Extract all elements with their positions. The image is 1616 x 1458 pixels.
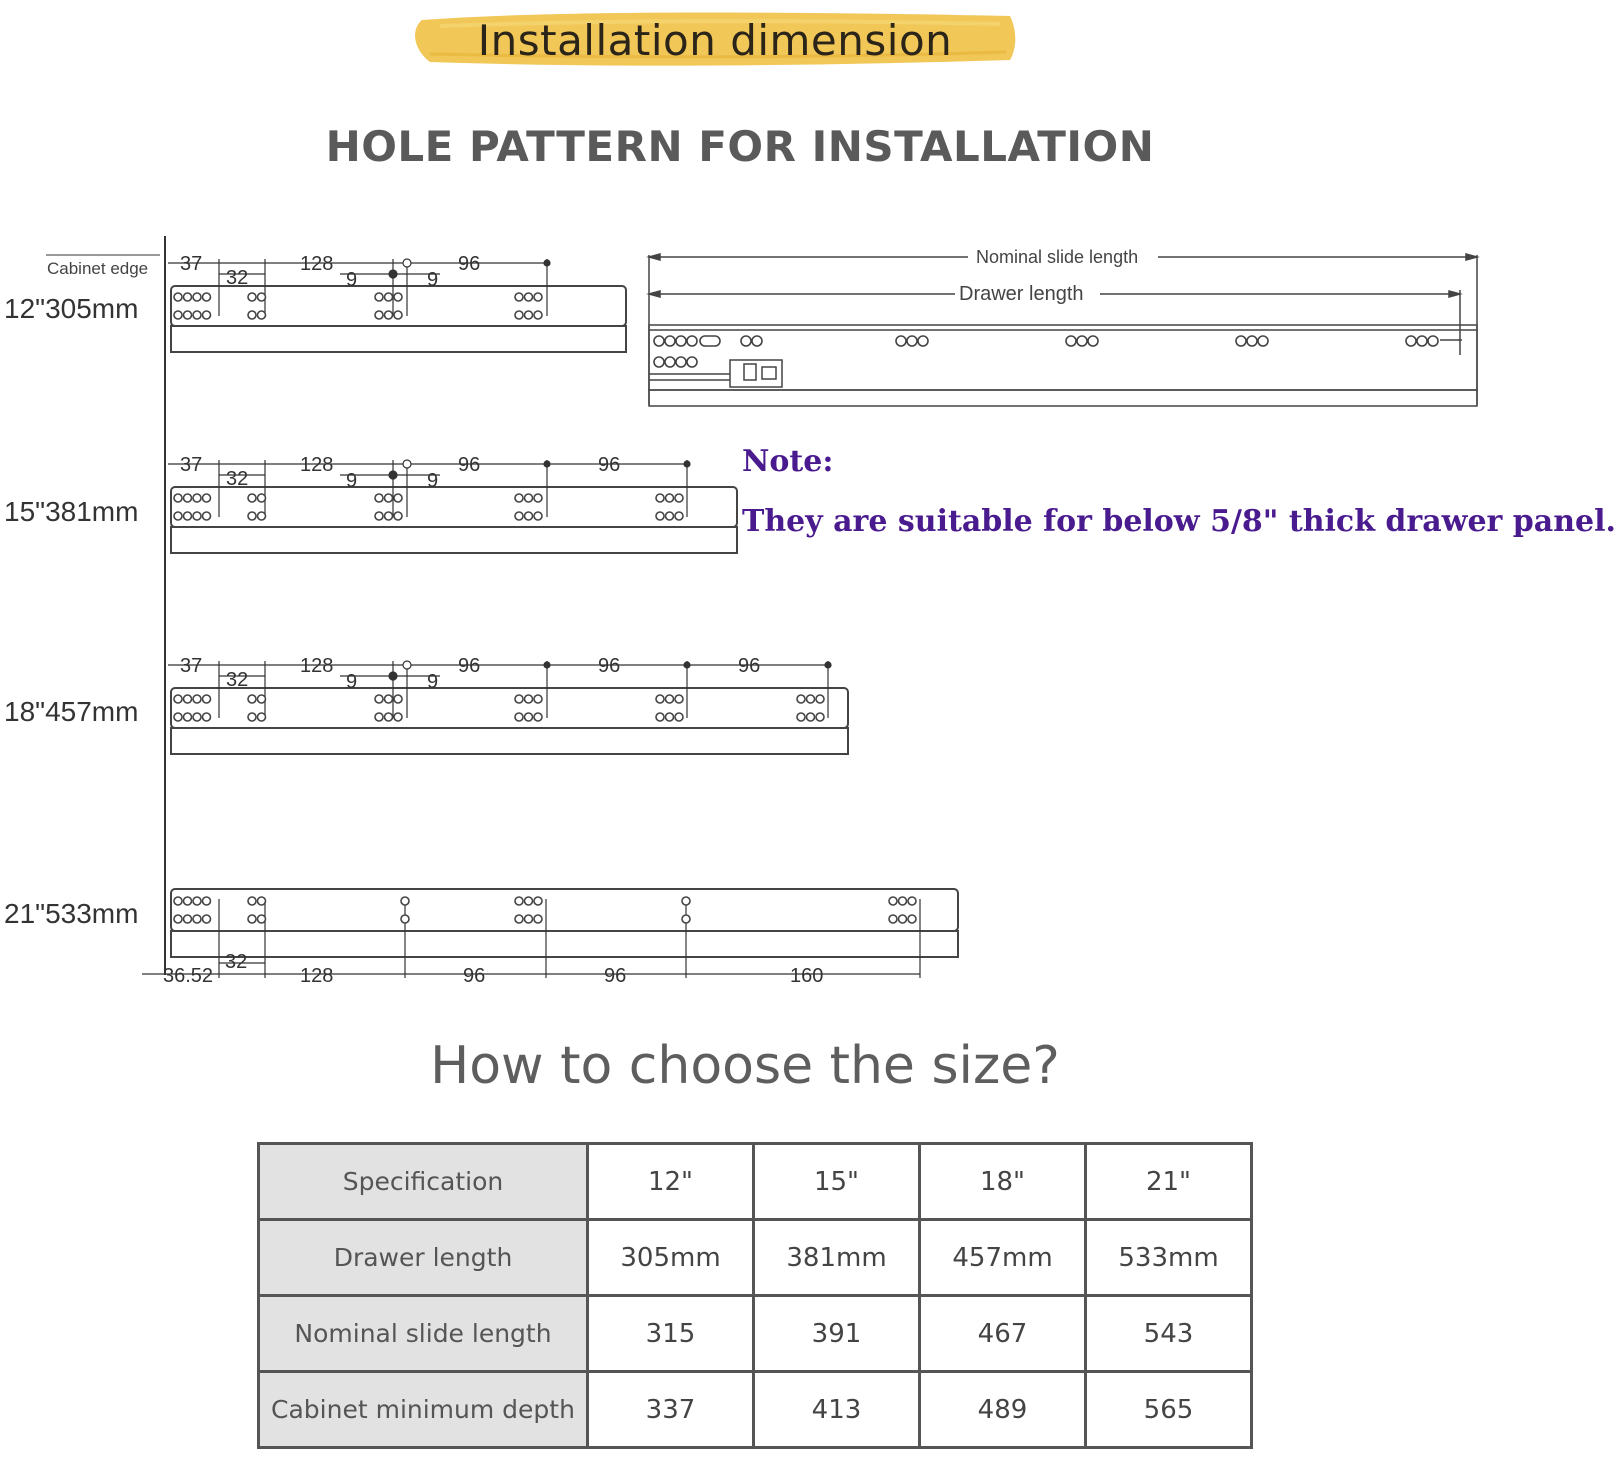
mount-hole <box>394 293 402 301</box>
table-cell: 18" <box>920 1144 1086 1220</box>
drawer-length-label: Drawer length <box>959 283 1084 305</box>
mount-hole <box>203 293 211 301</box>
dimension-dot <box>389 270 397 278</box>
dimension-label: 9 <box>346 671 358 693</box>
mount-hole <box>807 695 815 703</box>
mount-hole <box>666 494 674 502</box>
side-view-hole <box>896 336 906 346</box>
size-guide-title: How to choose the size? <box>430 1036 1060 1096</box>
mount-hole <box>184 915 192 923</box>
table-cell: 457mm <box>920 1220 1086 1296</box>
dimension-label: 128 <box>300 655 334 677</box>
mount-hole <box>534 311 542 319</box>
mount-hole <box>375 293 383 301</box>
mount-hole <box>193 695 201 703</box>
mount-hole <box>184 311 192 319</box>
cabinet-edge-label: Cabinet edge <box>47 259 149 278</box>
mount-hole <box>401 897 409 905</box>
side-view-hole <box>1247 336 1257 346</box>
mount-hole <box>816 713 824 721</box>
mount-hole <box>525 897 533 905</box>
mount-hole <box>385 695 393 703</box>
mount-hole <box>525 311 533 319</box>
mount-hole <box>203 512 211 520</box>
side-view-hole <box>676 336 686 346</box>
mount-hole <box>675 695 683 703</box>
dimension-dot <box>403 460 411 468</box>
table-cell: 543 <box>1086 1296 1252 1372</box>
slide-body <box>171 889 958 931</box>
side-view-hole <box>1406 336 1416 346</box>
mount-hole <box>908 897 916 905</box>
row-header: Specification <box>259 1144 588 1220</box>
mount-hole <box>899 897 907 905</box>
mount-hole <box>394 713 402 721</box>
dimension-label: 37 <box>180 655 203 677</box>
mount-hole <box>258 512 266 520</box>
table-cell: 391 <box>754 1296 920 1372</box>
dimension-label: 9 <box>427 671 439 693</box>
slide-body <box>171 487 737 527</box>
mount-hole <box>385 494 393 502</box>
table-cell: 21" <box>1086 1144 1252 1220</box>
mount-hole <box>258 915 266 923</box>
mount-hole <box>515 494 523 502</box>
mount-hole <box>193 494 201 502</box>
mount-hole <box>385 293 393 301</box>
mount-hole <box>193 915 201 923</box>
mount-hole <box>515 713 523 721</box>
mount-hole <box>248 915 256 923</box>
mount-hole <box>515 512 523 520</box>
side-view-hole <box>1258 336 1268 346</box>
dimension-label: 37 <box>180 253 203 275</box>
mount-hole <box>656 695 664 703</box>
nominal-slide-length-label: Nominal slide length <box>976 247 1139 267</box>
mount-hole <box>675 494 683 502</box>
mount-hole <box>203 897 211 905</box>
mount-hole <box>375 494 383 502</box>
mount-hole <box>656 713 664 721</box>
mount-hole <box>889 897 897 905</box>
side-view-hole <box>752 336 762 346</box>
dimension-label: 36.52 <box>163 965 214 987</box>
mount-hole <box>174 695 182 703</box>
mount-hole <box>174 915 182 923</box>
mount-hole <box>534 915 542 923</box>
size-table <box>257 1142 1253 1449</box>
table-cell: 337 <box>588 1372 754 1448</box>
mount-hole <box>203 494 211 502</box>
dimension-label: 96 <box>458 454 481 476</box>
mount-hole <box>515 915 523 923</box>
dimension-dot <box>825 662 831 668</box>
dimension-dot <box>684 662 690 668</box>
side-view-hole <box>1417 336 1427 346</box>
mount-hole <box>385 713 393 721</box>
dimension-label: 9 <box>427 269 439 291</box>
side-view-hole <box>1066 336 1076 346</box>
mount-hole <box>401 915 409 923</box>
mount-hole <box>889 915 897 923</box>
mount-hole <box>534 695 542 703</box>
mount-hole <box>666 695 674 703</box>
dimension-dot <box>544 260 550 266</box>
hole-pattern-diagram <box>0 220 1500 1010</box>
mount-hole <box>193 311 201 319</box>
side-view-hole <box>741 336 751 346</box>
mount-hole <box>525 713 533 721</box>
mount-hole <box>184 695 192 703</box>
dimension-label: 96 <box>738 655 761 677</box>
mount-hole <box>534 494 542 502</box>
slide-body <box>171 688 848 728</box>
mount-hole <box>394 512 402 520</box>
mount-hole <box>193 713 201 721</box>
mount-hole <box>184 494 192 502</box>
dimension-label: 32 <box>225 951 248 973</box>
dimension-label: 32 <box>226 468 249 490</box>
side-view-slot <box>700 336 720 346</box>
slide-body <box>171 286 626 326</box>
table-cell: 489 <box>920 1372 1086 1448</box>
dimension-dot <box>389 672 397 680</box>
mount-hole <box>248 311 256 319</box>
mount-hole <box>666 713 674 721</box>
mount-hole <box>248 494 256 502</box>
slide-rail <box>171 931 958 957</box>
mount-hole <box>258 311 266 319</box>
mount-hole <box>258 494 266 502</box>
dimension-label: 37 <box>180 454 203 476</box>
dimension-label: 96 <box>598 454 621 476</box>
slide-rail <box>171 527 737 553</box>
mount-hole <box>248 713 256 721</box>
mount-hole <box>248 293 256 301</box>
banner <box>410 6 1020 68</box>
table-row <box>259 1144 1252 1220</box>
dimension-label: 128 <box>300 454 334 476</box>
mount-hole <box>682 915 690 923</box>
table-cell: 467 <box>920 1296 1086 1372</box>
side-view-hole <box>1236 336 1246 346</box>
mount-hole <box>174 311 182 319</box>
dimension-label: 128 <box>300 253 334 275</box>
mount-hole <box>258 897 266 905</box>
mount-hole <box>203 713 211 721</box>
mount-hole <box>258 713 266 721</box>
table-cell: 565 <box>1086 1372 1252 1448</box>
mount-hole <box>203 311 211 319</box>
mount-hole <box>193 293 201 301</box>
mount-hole <box>203 915 211 923</box>
table-cell: 305mm <box>588 1220 754 1296</box>
dimension-dot <box>403 661 411 669</box>
mount-hole <box>184 293 192 301</box>
dimension-label: 96 <box>458 253 481 275</box>
side-view <box>649 254 1477 406</box>
mount-hole <box>258 695 266 703</box>
mount-hole <box>525 512 533 520</box>
mount-hole <box>385 512 393 520</box>
mount-hole <box>184 713 192 721</box>
table-cell: 315 <box>588 1296 754 1372</box>
mount-hole <box>807 713 815 721</box>
mount-hole <box>184 897 192 905</box>
dimension-label: 96 <box>604 965 627 987</box>
side-view-hole <box>687 357 697 367</box>
mount-hole <box>908 915 916 923</box>
mount-hole <box>515 293 523 301</box>
mount-hole <box>248 512 256 520</box>
mount-hole <box>656 494 664 502</box>
table-cell: 381mm <box>754 1220 920 1296</box>
mount-hole <box>258 293 266 301</box>
mount-hole <box>534 293 542 301</box>
mount-hole <box>682 897 690 905</box>
side-view-hole <box>654 357 664 367</box>
note-heading: Note: <box>742 444 834 479</box>
slide-rail <box>171 326 626 352</box>
side-view-hole <box>1077 336 1087 346</box>
mount-hole <box>515 695 523 703</box>
row-header: Cabinet minimum depth <box>259 1372 588 1448</box>
mount-hole <box>375 695 383 703</box>
side-view-hole <box>654 336 664 346</box>
dimension-label: 128 <box>300 965 334 987</box>
mount-hole <box>184 512 192 520</box>
mount-hole <box>375 512 383 520</box>
side-view-hole <box>907 336 917 346</box>
mount-hole <box>174 713 182 721</box>
mount-hole <box>525 695 533 703</box>
size-label-21: 21"533mm <box>4 898 139 929</box>
mount-hole <box>666 512 674 520</box>
mount-hole <box>174 494 182 502</box>
dimension-label: 96 <box>598 655 621 677</box>
mount-hole <box>525 494 533 502</box>
mount-hole <box>656 512 664 520</box>
mount-hole <box>193 897 201 905</box>
table-row <box>259 1296 1252 1372</box>
mount-hole <box>515 897 523 905</box>
mount-hole <box>525 293 533 301</box>
mount-hole <box>375 713 383 721</box>
side-view-hole <box>665 336 675 346</box>
mount-hole <box>797 713 805 721</box>
mount-hole <box>203 695 211 703</box>
table-cell: 12" <box>588 1144 754 1220</box>
mount-hole <box>515 311 523 319</box>
dimension-dot <box>544 461 550 467</box>
dimension-dot <box>389 471 397 479</box>
side-view-hole <box>1428 336 1438 346</box>
mount-hole <box>248 695 256 703</box>
side-view-hole <box>676 357 686 367</box>
table-cell: 533mm <box>1086 1220 1252 1296</box>
dimension-label: 32 <box>226 669 249 691</box>
mount-hole <box>534 512 542 520</box>
dimension-label: 160 <box>790 965 824 987</box>
mount-hole <box>174 897 182 905</box>
mount-hole <box>394 311 402 319</box>
row-header: Nominal slide length <box>259 1296 588 1372</box>
dimension-label: 96 <box>463 965 486 987</box>
table-cell: 15" <box>754 1144 920 1220</box>
side-view-hole <box>1088 336 1098 346</box>
mount-hole <box>899 915 907 923</box>
size-label-18: 18"457mm <box>4 696 139 727</box>
dimension-label: 32 <box>226 267 249 289</box>
dimension-dot <box>544 662 550 668</box>
mount-hole <box>193 512 201 520</box>
table-cell: 413 <box>754 1372 920 1448</box>
mount-hole <box>394 494 402 502</box>
mount-hole <box>174 293 182 301</box>
dimension-label: 9 <box>427 470 439 492</box>
table-row <box>259 1220 1252 1296</box>
note-text: They are suitable for below 5/8" thick drawer panel. <box>742 504 1616 539</box>
dimension-dot <box>403 259 411 267</box>
mount-hole <box>375 311 383 319</box>
size-label-12: 12"305mm <box>4 293 139 324</box>
mount-hole <box>675 713 683 721</box>
mount-hole <box>174 512 182 520</box>
dimension-label: 96 <box>458 655 481 677</box>
mount-hole <box>797 695 805 703</box>
side-view-hole <box>665 357 675 367</box>
row-header: Drawer length <box>259 1220 588 1296</box>
mount-hole <box>534 713 542 721</box>
mount-hole <box>385 311 393 319</box>
hole-pattern-title: HOLE PATTERN FOR INSTALLATION <box>325 122 1155 171</box>
mount-hole <box>525 915 533 923</box>
mount-hole <box>675 512 683 520</box>
side-view-hole <box>687 336 697 346</box>
dimension-label: 9 <box>346 269 358 291</box>
mount-hole <box>248 897 256 905</box>
mount-hole <box>534 897 542 905</box>
slide-rail <box>171 728 848 754</box>
side-view-hole <box>918 336 928 346</box>
banner-title: Installation dimension <box>477 16 953 65</box>
dimension-label: 9 <box>346 470 358 492</box>
mount-hole <box>816 695 824 703</box>
dimension-dot <box>684 461 690 467</box>
table-row <box>259 1372 1252 1448</box>
size-label-15: 15"381mm <box>4 496 139 527</box>
mount-hole <box>394 695 402 703</box>
